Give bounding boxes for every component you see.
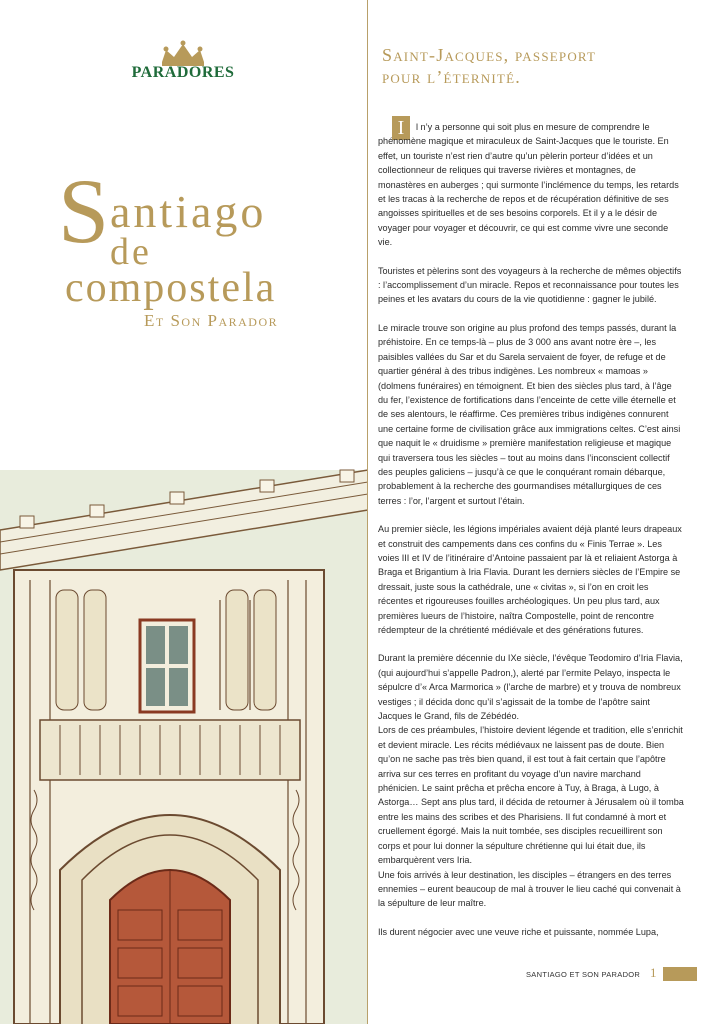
title-initial: S [58, 160, 110, 262]
title-line-1: antiago [110, 186, 267, 237]
paragraph-1: l n’y a personne qui soit plus en mesure de comprendre le phénomène magique et miraculeux de Saint-Jacques que le touriste. En effet, un touriste n’est rien d’autre qu’un pèlerin porteur d’idées et un collectionneur de reliques qui traverse rivières et montagnes, de monastères en auberges ; qui surmonte l’inclémence du temps, les retards et les tracas à la recherche de repos et de récupération définitive de ses angoisses spirituelles et de ses besoins corporels. Et il y a le désir de voyager pour voyager et découvrir, ce qui est comme vivre une seconde vie. [378, 122, 679, 248]
page-number: 1 [650, 965, 657, 980]
brand-name: PARADORES [131, 64, 235, 81]
paragraph-5: Durant la première décennie du IXe siècle, l’évêque Teodomiro d’Iria Flavia, (qui aujourd’hui s’appelle Padron,), alerté par l’ermite Pelayo, inspecta le sépulcre d’« Arca Marmorica » (l’arche de marbre) et y trouva de nombreux vestiges ; il décida donc qu’il s’agissait de la tombe de l’apôtre saint Jacques le Grand, fils de Zébédéo. [378, 653, 683, 722]
paradores-logo [128, 40, 238, 84]
paragraph-3: Le miracle trouve son origine au plus profond des temps passés, durant la préhistoire. En ce temps-là – plus de 3 000 ans avant notre ère –, les paisibles vallées du Sar et du Sarela servaient de foyer, de refuge et de quartier général à des tribus indigènes. Les nombreux « mamoas » (dolmens funéraires) en témoignent. Et bien des siècles plus tard, à l’âge du fer, l’existence de fortifications dans l’enceinte de cette ville éternelle et de ses alentours, le réaffirme. Ces premières tribus indigènes connurent une certaine forme de civilisation grâce aux immigrations celtes. C’est ainsi que naquit le « druidisme » première manifestation religieuse et magique qui traversera tous les siècles – tout au moins dans l’inconscient collectif des peuples galiciens – jusqu’à ce que le conquérant romain débarque, probablement à la recherche des gourmandises métallurgiques de ces terres : l’or, l’argent et surtout l’étain. [378, 322, 681, 506]
paragraph-4: Au premier siècle, les légions impériales avaient déjà planté leurs drapeaux et construit des campements dans ces confins du « Finis Terrae ». Les voies III et IV de l’itinéraire d’Antoine passaient par là et reliaient Astorga à Braga et Brigantium à Iria Flavia. Durant les derniers siècles de l’Empire se dressait, juste sous la cathédrale, une « civitas », si l’on en croit les récentes et rigoureuses fouilles archéologiques. Un peu plus tard, aux premières lueurs de l’histoire, naîtra Compostelle, point de rencontre rédempteur de la chrétienté médiévale et des générations futures. [378, 524, 682, 635]
paragraph-7: Une fois arrivés à leur destination, les disciples – étrangers en des terres ennemies – eurent beaucoup de mal à trouver le lieu caché qui convenait à la sépulture de leur maître. [378, 869, 681, 909]
paragraph-8: Ils durent négocier avec une veuve riche et puissante, nommée Lupa, [378, 926, 659, 937]
title-subtitle: Et Son Parador [144, 311, 279, 330]
title-line-3: compostela [65, 265, 277, 311]
running-title: SANTIAGO ET SON PARADOR [526, 970, 641, 979]
article-heading-line-1: Saint-Jacques, passeport [382, 45, 597, 65]
article-body [378, 120, 684, 953]
column-divider [367, 0, 368, 1024]
paragraph-6: Lors de ces préambules, l’histoire devient légende et tradition, elle s’enrichit et devient miracle. Les récits médiévaux ne laissent pas de doute. Bien qu’on ne sache pas très bien quand, il est tout à fait certain que l’apôtre arriva sur ces terres en profitant du voyage d’un navire marchand phénicien. Le saint prêcha et prêcha encore à Tuy, à Braga, à Lugo, à Astorga… Sept ans plus tard, il décida de retourner à Jérusalem où il tomba entre les mains des scribes et des Pharisiens. Il fut condamné à mort et cruellement égorgé. Mais la nuit tombée, ses disciples recueillirent son corps et pour lui donner la sépulture chrétienne qui lui était due, ils embarquèrent vers Iria. [378, 725, 684, 866]
title-line-2: de [110, 231, 152, 273]
article-heading-line-2: pour l’éternité. [382, 67, 521, 87]
paragraph-2: Touristes et pèlerins sont des voyageurs à la recherche de mêmes objectifs : l’accomplissement d’un miracle. Repos et reconnaissance pour toutes les peines et les avatars du cours de la vie quotidienne : gagner le jubilé. [378, 265, 682, 305]
illustration-facade [0, 450, 368, 1024]
article-heading [382, 44, 682, 88]
footer-bar [663, 967, 697, 981]
drop-cap: I [392, 116, 410, 140]
